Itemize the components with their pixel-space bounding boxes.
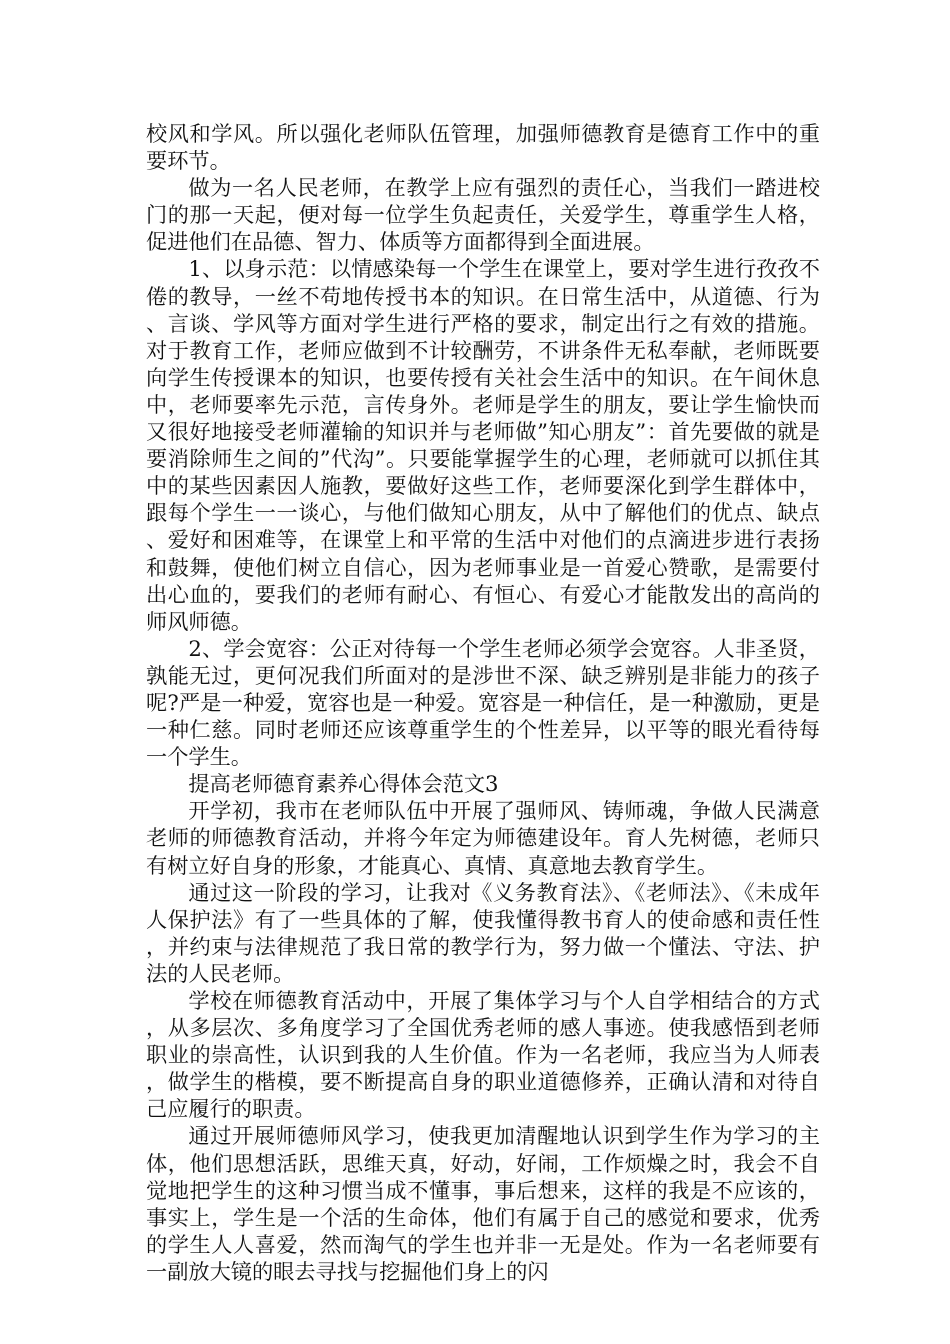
paragraph-teacher-responsibility: 做为一名人民老师，在教学上应有强烈的责任心，当我们一踏进校门的那一天起，便对每一位学生负起责任，关爱学生，尊重学生人格，促进他们在品德、智力、体质等方面都得到全面进展。: [146, 175, 820, 255]
paragraph-continuation: 校风和学风。所以强化老师队伍管理，加强师德教育是德育工作中的重要环节。: [146, 121, 820, 174]
paragraph-school-activities: 学校在师德教育活动中，开展了集体学习与个人自学相结合的方式，从多层次、多角度学习了全国优秀老师的感人事迹。使我感悟到老师职业的崇高性，认识到我的人生价值。作为一名老师，我应当为人师表，做学生的楷模，要不断提高自身的职业道德修养，正确认清和对待自己应履行的职责。: [146, 988, 820, 1122]
section-heading: 提高老师德育素养心得体会范文3: [188, 771, 499, 797]
paragraph-lead-by-example: 1、以身示范：以情感染每一个学生在课堂上，要对学生进行孜孜不倦的教导，一丝不苟地传授书本的知识。在日常生活中，从道德、行为、言谈、学风等方面对学生进行严格的要求，制定出行之有效的措施。对于教育工作，老师应做到不计较酬劳，不讲条件无私奉献，老师既要向学生传授课本的知识，也要传授有关社会生活中的知识。在午间休息中，老师要率先示范，言传身外。老师是学生的朋友，要让学生愉快而又很好地接受老师灌输的知识并与老师做”知心朋友”：首先要做的就是要消除师生之间的”代沟”。只要能掌握学生的心理，老师就可以抓住其中的某些因素因人施教，要做好这些工作，老师要深化到学生群体中，跟每个学生一一谈心，与他们做知心朋友，从中了解他们的优点、缺点、爱好和困难等，在课堂上和平常的生活中对他们的点滴进步进行表扬和鼓舞，使他们树立自信心，因为老师事业是一首爱心赞歌，是需要付出心血的，要我们的老师有耐心、有恒心、有爱心才能散发出的高尚的师风师德。: [146, 256, 820, 634]
document-body: [146, 120, 820, 1285]
paragraph-semester-start: 开学初，我市在老师队伍中开展了强师风、铸师魂，争做人民满意老师的师德教育活动，并将今年定为师德建设年。育人先树德，老师只有树立好自身的形象，才能真心、真情、真意地去教育学生。: [146, 798, 820, 878]
paragraph-student-understanding: 通过开展师德师风学习，使我更加清醒地认识到学生作为学习的主体，他们思想活跃，思维天真，好动，好闹，工作烦燥之时，我会不自觉地把学生的这种习惯当成不懂事，事后想来，这样的我是不应该的，事实上，学生是一个活的生命体，他们有属于自己的感觉和要求，优秀的学生人人喜爱，然而淘气的学生也并非一无是处。作为一名老师要有一副放大镜的眼去寻找与挖掘他们身上的闪: [146, 1123, 820, 1284]
paragraph-law-study: 通过这一阶段的学习，让我对《义务教育法》、《老师法》、《未成年人保护法》有了一些具体的了解，使我懂得教书育人的使命感和责任性，并约束与法律规范了我日常的教学行为，努力做一个懂法、守法、护法的人民老师。: [146, 879, 820, 986]
paragraph-learn-tolerance: 2、学会宽容：公正对待每一个学生老师必须学会宽容。人非圣贤，孰能无过，更何况我们所面对的是涉世不深、缺乏辨别是非能力的孩子呢?严是一种爱，宽容也是一种爱。宽容是一种信任，是一种激励，更是一种仁慈。同时老师还应该尊重学生的个性差异，以平等的眼光看待每一个学生。: [146, 635, 820, 770]
